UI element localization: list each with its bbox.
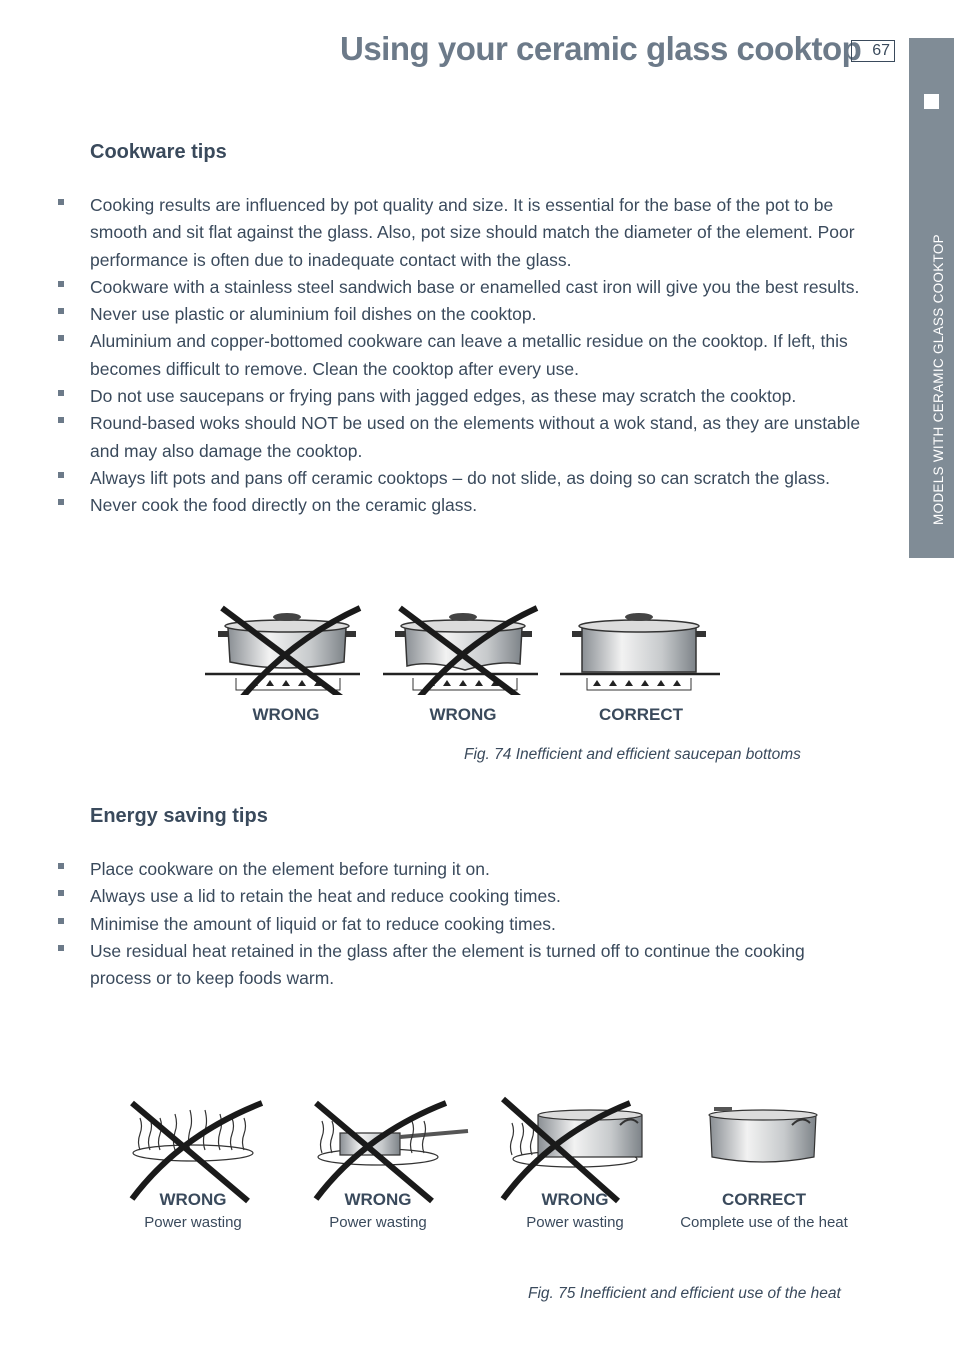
list-item: Cookware with a stainless steel sandwich base or enamelled cast iron will give you the best results. <box>90 274 870 301</box>
page-number: 67 <box>851 40 895 62</box>
list-item: Always use a lid to retain the heat and reduce cooking times. <box>90 883 870 910</box>
heat-use-illustration <box>120 1095 830 1205</box>
fig75-sublabel-1: Power wasting <box>144 1214 242 1231</box>
fig75-sublabel-4: Complete use of the heat <box>680 1214 848 1231</box>
fig75-label-1: WRONG <box>159 1190 227 1209</box>
fig74-label-3: CORRECT <box>598 705 684 724</box>
side-tab-marker <box>924 94 939 109</box>
empty-element-icon <box>132 1103 262 1201</box>
figure-75 <box>120 1095 830 1205</box>
small-pan-icon <box>316 1103 468 1201</box>
list-item: Round-based woks should NOT be used on the elements without a wok stand, as they are unstable and may also damage the cooktop. <box>90 410 870 465</box>
fig75-sublabel-2: Power wasting <box>329 1214 427 1231</box>
list-item: Minimise the amount of liquid or fat to reduce cooking times. <box>90 911 870 938</box>
page-title: Using your ceramic glass cooktop <box>340 30 862 67</box>
fig75-label-4: CORRECT <box>721 1190 807 1209</box>
energy-tips-heading: Energy saving tips <box>90 805 268 827</box>
figure-74 <box>200 600 730 695</box>
pot-correct-icon <box>560 613 720 690</box>
cookware-tips-list <box>90 192 870 520</box>
list-item: Place cookware on the element before turning it on. <box>90 856 870 883</box>
fig75-label-2: WRONG <box>344 1190 412 1209</box>
list-item: Cooking results are influenced by pot quality and size. It is essential for the base of the pot to be smooth and sit flat against the glass. Also, pot size should match the diameter of the element. Poor performance is often due to inadequate contact with the glass. <box>90 192 870 274</box>
list-item: Never cook the food directly on the ceramic glass. <box>90 492 870 519</box>
fig75-caption: Fig. 75 Inefficient and efficient use of the heat <box>528 1285 841 1302</box>
list-item: Never use plastic or aluminium foil dishes on the cooktop. <box>90 301 870 328</box>
pot-wrong-2-icon <box>383 608 538 695</box>
correct-pot-icon <box>709 1107 817 1162</box>
list-item: Do not use saucepans or frying pans with jagged edges, as these may scratch the cooktop. <box>90 383 870 410</box>
cookware-tips-heading: Cookware tips <box>90 141 227 163</box>
fig74-label-1: WRONG <box>252 705 320 724</box>
medium-pot-icon <box>503 1099 642 1201</box>
saucepan-bottoms-illustration <box>200 600 730 695</box>
list-item: Always lift pots and pans off ceramic cooktops – do not slide, as doing so can scratch the glass. <box>90 465 870 492</box>
fig75-sublabel-3: Power wasting <box>526 1214 624 1231</box>
fig75-label-3: WRONG <box>541 1190 609 1209</box>
fig74-caption: Fig. 74 Inefficient and efficient saucepan bottoms <box>464 746 801 763</box>
pot-wrong-1-icon <box>205 608 360 695</box>
list-item: Use residual heat retained in the glass after the element is turned off to continue the cooking process or to keep foods warm. <box>90 938 870 993</box>
side-tab <box>909 38 954 558</box>
fig74-label-2: WRONG <box>429 705 497 724</box>
list-item: Aluminium and copper-bottomed cookware can leave a metallic residue on the cooktop. If left, this becomes difficult to remove. Clean the cooktop after every use. <box>90 328 870 383</box>
energy-tips-list <box>90 856 870 992</box>
side-tab-label: MODELS WITH CERAMIC GLASS COOKTOP <box>931 234 946 525</box>
